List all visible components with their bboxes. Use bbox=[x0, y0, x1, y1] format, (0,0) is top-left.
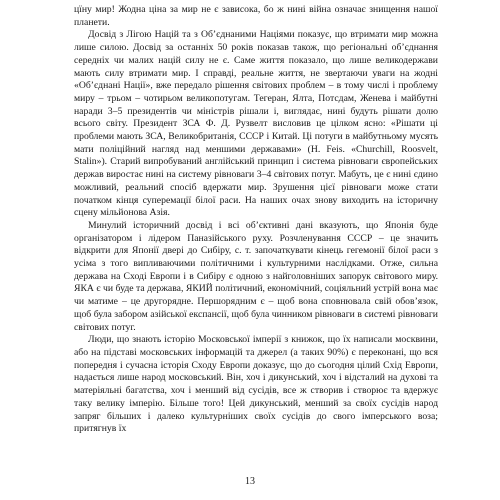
paragraph-3: Минулий історичний досвід і всі об’єктивні дані вказують, що Японія буде організатором і лідером Паназійського руху. Розчленування СССР – це значить відкрити для Японії двері до Сибіру, с. т. започаткувати кінець гегемонії білої раси з усіма з того випливаючими політичними і культурними наслідками. Отже, сильна держава на Сході Европи і в Сибіру є одною з найголовніших запорук світового миру. ЯКА є чи буде та держава, ЯКИЙ політичний, економічний, соціяльний устрій вона має чи матиме – це другорядне. Першорядним є – щоб вона сповнювала свій обов’язок, щоб була забором азійської експансії, щоб була чинником рівноваги в системі рівноваги світових потуг. bbox=[74, 219, 438, 333]
paragraph-4: Люди, що знають історію Московської імперії з книжок, що їх написали москвини, або на підставі московських інформацій та джерел (а таких 90%) є переконані, що вся попередня і сучасна історія Сходу Европи доказує, що до сьогодня цілий Схід Европи, надається лише народ московський. Він, хоч і дикунський, хоч і відсталий на духові та матеріяльні багатства, хоч і менший від сусідів, все ж створив і створює та вдержує таку велику імперію. Більше того! Цей дикунський, менший за своїх сусідів народ запряг більших і далеко культурніших своїх сусідів до свого імперського воза; притягнув їх bbox=[74, 334, 438, 435]
paragraph-1: цїну мир! Жодна ціна за мир не є зависока, бо ж нині війна означає знищення нашої планети. bbox=[74, 4, 438, 28]
paragraph-2: Досвід з Лігою Націй та з Об’єднаними Націями показує, що втримати мир можна лише силою. Досвід за останніх 50 років показав також, що регіональні об’єднання середніх чи малих націй силу не є. Саме життя показало, що лише великодержави мають силу втримати мир. І справді, реальне життя, не звертаючи уваги на жодні «Об’єднані Нації», вже передало рішення світових проблем – в тому числі і проблему миру – трьом – чотирьом великопотугам. Тегеран, Ялта, Потсдам, Женева і майбутні наради 3–5 президентів чи міністрів рішали і, виглядає, нині будуть рішати долю всього світу. Президент ЗСА Ф. Д. Рузвелт висловив це цілком ясно: «Рішати ці проблеми мають ЗСА, Великобританія, СССР і Китай. Ці потуги в майбутньому мусять мати поліційний нагляд над меншими державами» (H. Feis. «Churchill, Roosvelt, Stalin»). Старий випробуваний англійський принцип і система рівноваги європейських держав виростає нині на систему рівноваги 3–4 світових потуг. Мабуть, це є нині єдино можливий, реальний спосіб вдержати мир. Зрушення цієї рівноваги може стати початком кінця суперемації білої раси. На наших очах знову виходить на історичну сцену мільйонова Азія. bbox=[74, 29, 438, 219]
page-number: 13 bbox=[245, 476, 255, 487]
